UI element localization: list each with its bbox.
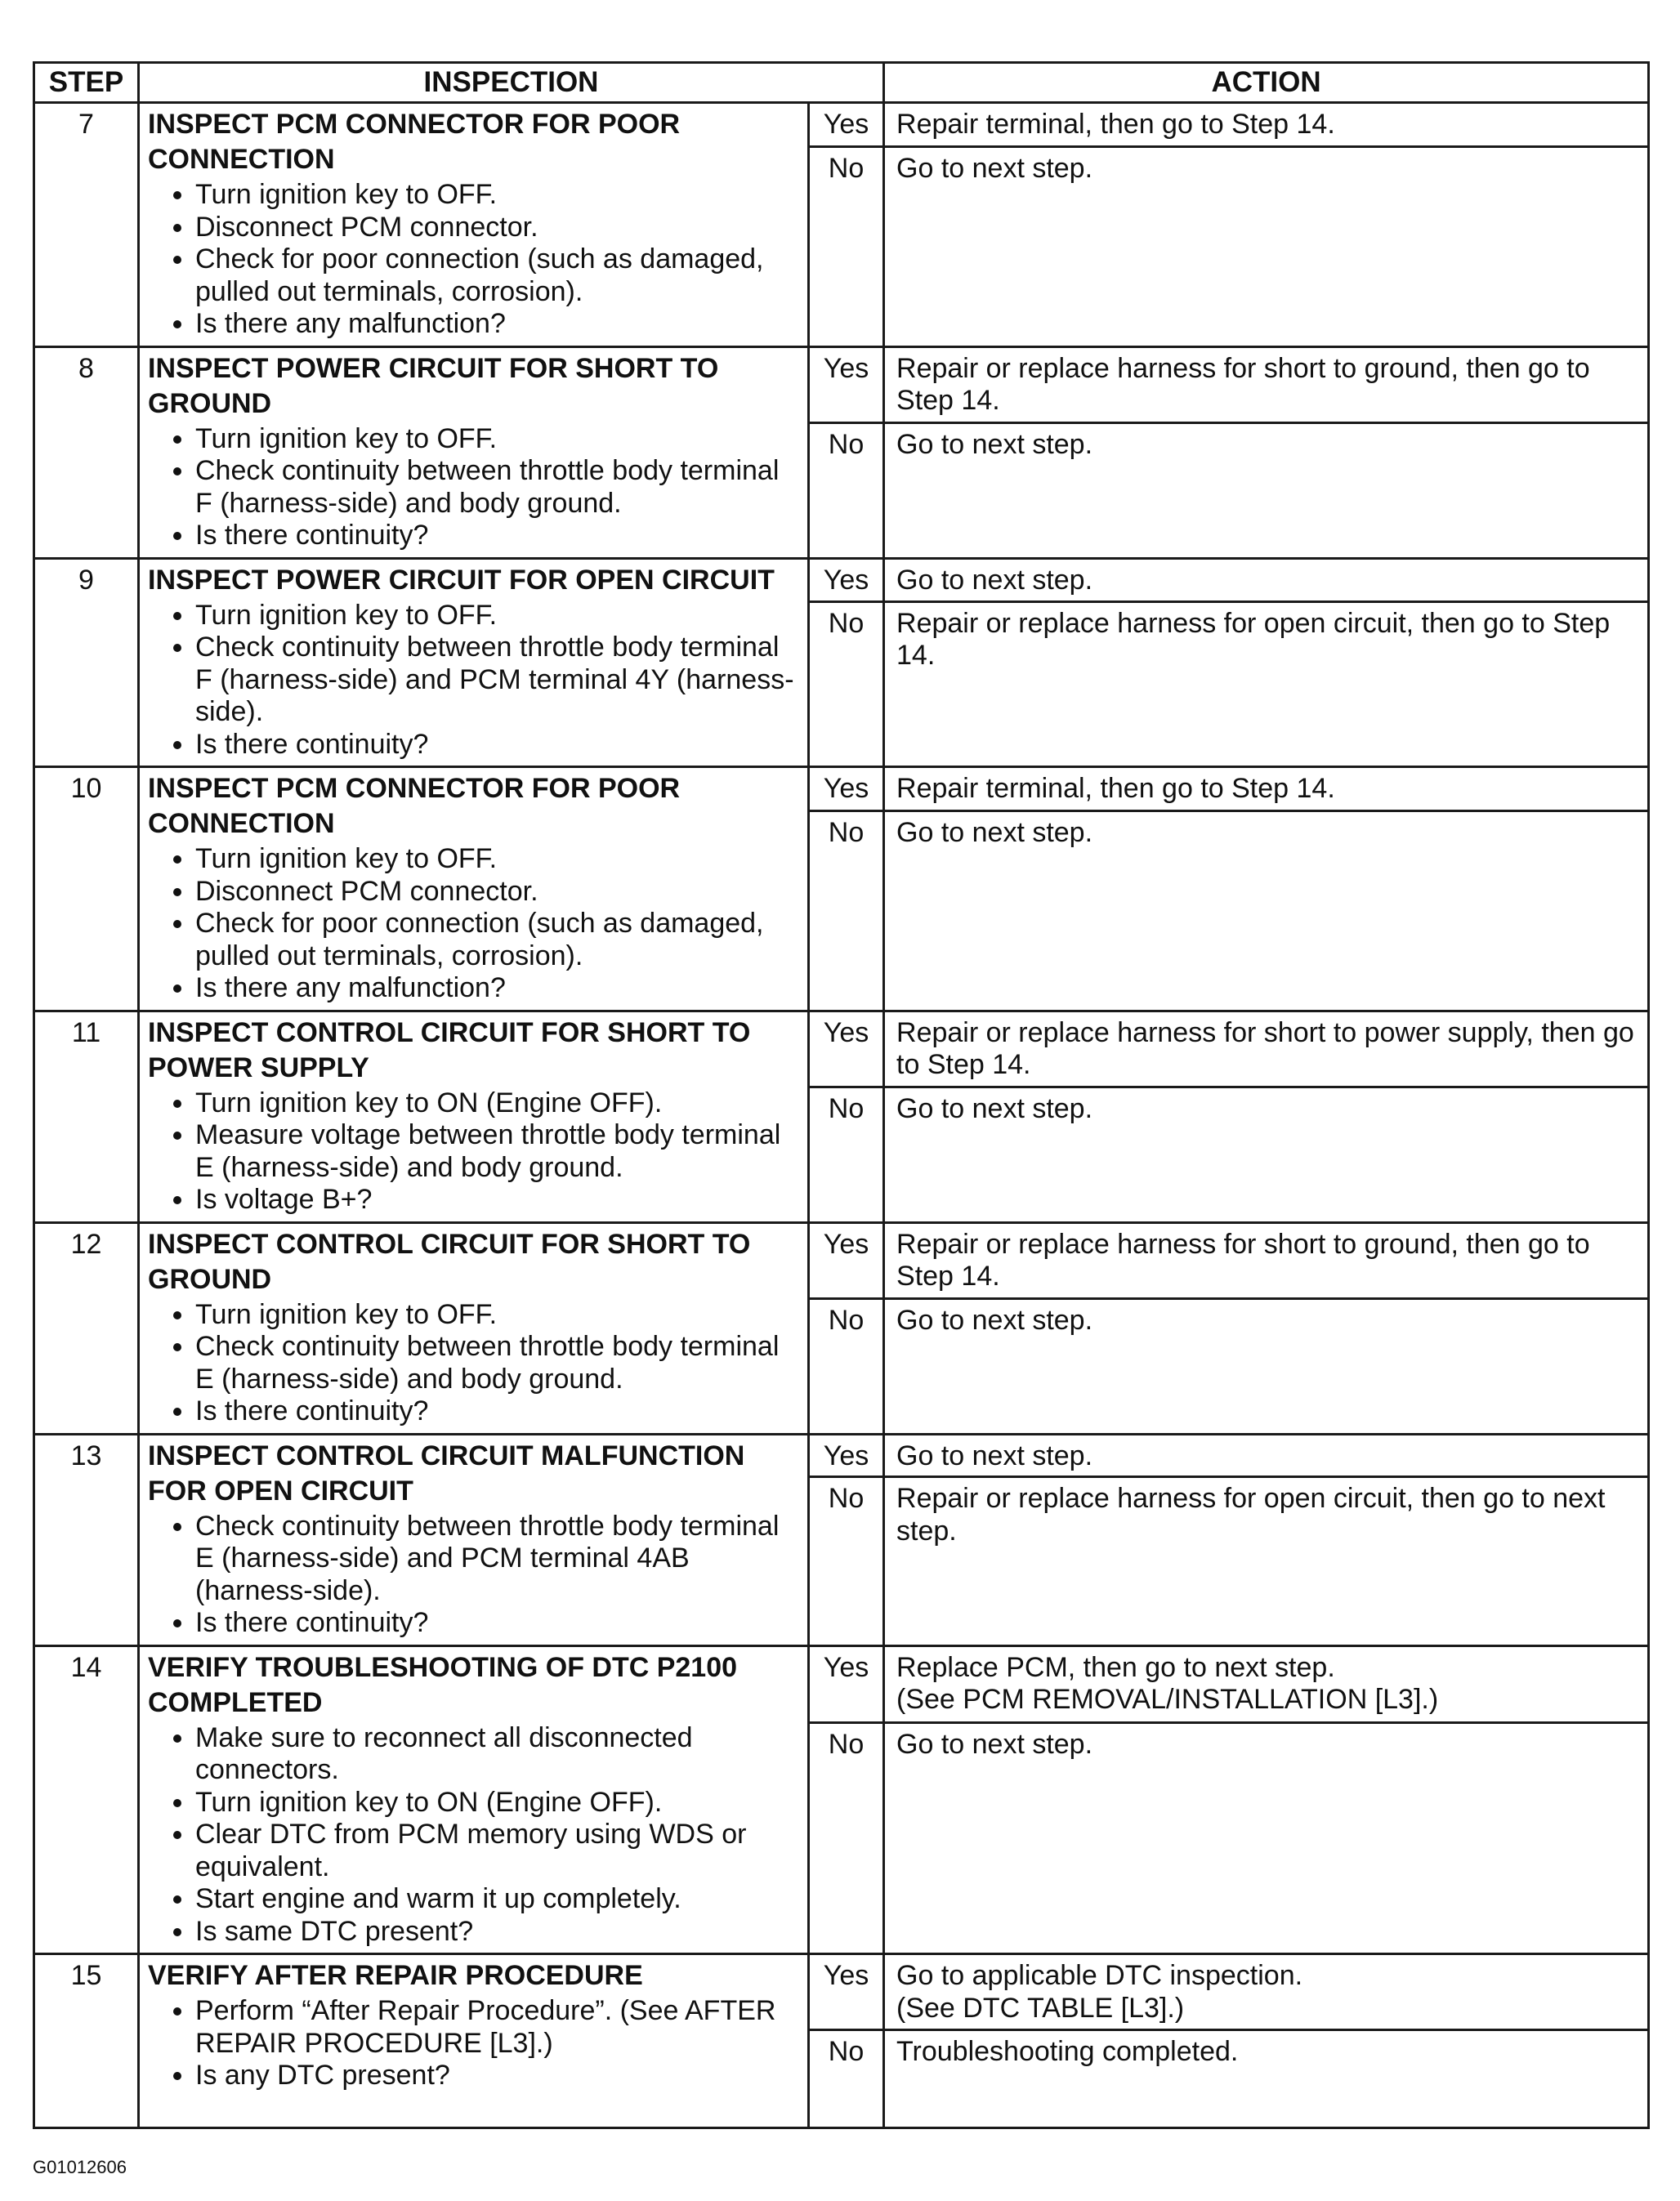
yes-label: Yes [809,767,884,811]
no-label: No [809,1087,884,1222]
step-number: 12 [34,1222,139,1434]
table-row [34,1645,1649,1722]
bullet-item: • Turn ignition key to ON (Engine OFF). [195,1087,799,1120]
table-row [34,103,1649,147]
bullet-item: • Disconnect PCM connector. [195,876,799,909]
inspection-title: INSPECT PCM CONNECTOR FOR POOR CONNECTION [148,109,681,175]
yes-action [884,1434,1649,1477]
inspection-cell [139,1222,809,1434]
bullet-item: • Disconnect PCM connector. [195,212,799,244]
bullet-item: • Start engine and warm it up completely. [195,1883,799,1916]
yes-label: Yes [809,1222,884,1298]
yes-action-text: Replace PCM, then go to next step. [896,1651,1335,1683]
inspection-title: INSPECT CONTROL CIRCUIT FOR SHORT TO POWER SUPPLY [148,1016,751,1083]
no-label: No [809,1477,884,1645]
no-action: Go to next step. [884,810,1649,1011]
inspection-bullets [148,179,799,341]
header-row [34,63,1649,103]
inspection-title: INSPECT POWER CIRCUIT FOR SHORT TO GROUND [148,352,719,419]
yes-action-text: Repair or replace harness for short to power supply, then go to Step 14. [896,1016,1634,1080]
no-label: No [809,601,884,766]
step-number: 7 [34,103,139,347]
table-row [34,558,1649,601]
no-action: Repair or replace harness for open circuit, then go to next step. [884,1477,1649,1645]
yes-action-reference: (See DTC TABLE [L3].) [896,1992,1185,2024]
bullet-item: • Turn ignition key to ON (Engine OFF). [195,1787,799,1819]
yes-action [884,1645,1649,1722]
inspection-cell [139,558,809,767]
yes-action [884,103,1649,147]
inspection-table [33,61,1650,2129]
bullet-item: • Is there continuity? [195,729,799,761]
inspection-bullets [148,1511,799,1640]
figure-id: G01012606 [33,2157,127,2177]
yes-action [884,346,1649,422]
yes-action [884,1222,1649,1298]
yes-label: Yes [809,346,884,422]
inspection-title: VERIFY TROUBLESHOOTING OF DTC P2100 COMPLETED [148,1651,738,1718]
bullet-item: • Perform “After Repair Procedure”. (See AFTER REPAIR PROCEDURE [L3].) [195,1995,799,2060]
table-row [34,1011,1649,1087]
bullet-item: • Check continuity between throttle body terminal F (harness-side) and body ground. [195,455,799,520]
yes-action-text: Repair or replace harness for short to ground, then go to Step 14. [896,352,1590,416]
bullet-item: • Turn ignition key to OFF. [195,843,799,876]
bullet-item: • Is there any malfunction? [195,308,799,341]
yes-label: Yes [809,103,884,147]
bullet-item: • Check for poor connection (such as damaged, pulled out terminals, corrosion). [195,243,799,308]
bullet-item: • Check continuity between throttle body terminal F (harness-side) and PCM terminal 4Y (harness-side). [195,632,799,729]
header-inspection: INSPECTION [139,63,884,103]
no-action: Repair or replace harness for open circuit, then go to Step 14. [884,601,1649,766]
yes-action [884,1011,1649,1087]
step-number: 14 [34,1645,139,1954]
inspection-cell [139,1645,809,1954]
table-row [34,1222,1649,1298]
step-number: 8 [34,346,139,558]
yes-action-text: Repair or replace harness for short to ground, then go to Step 14. [896,1228,1590,1292]
header-step: STEP [34,63,139,103]
step-number: 10 [34,767,139,1011]
step-number: 11 [34,1011,139,1222]
no-label: No [809,146,884,346]
bullet-item: • Turn ignition key to OFF. [195,179,799,212]
bullet-item: • Turn ignition key to OFF. [195,1299,799,1332]
yes-action-text: Repair terminal, then go to Step 14. [896,773,1335,804]
bullet-item: • Turn ignition key to OFF. [195,600,799,632]
inspection-title: INSPECT POWER CIRCUIT FOR OPEN CIRCUIT [148,564,775,596]
bullet-item: • Clear DTC from PCM memory using WDS or equivalent. [195,1819,799,1883]
no-action: Go to next step. [884,146,1649,346]
yes-action [884,767,1649,811]
yes-action-text: Repair terminal, then go to Step 14. [896,109,1335,140]
bullet-item: • Is there continuity? [195,1607,799,1640]
inspection-bullets [148,1722,799,1949]
inspection-title: INSPECT CONTROL CIRCUIT FOR SHORT TO GROUND [148,1228,751,1295]
no-action: Troubleshooting completed. [884,2030,1649,2128]
inspection-bullets [148,600,799,761]
inspection-cell [139,1011,809,1222]
no-label: No [809,2030,884,2128]
bullet-item: • Check continuity between throttle body terminal E (harness-side) and body ground. [195,1331,799,1395]
bullet-item: • Is there continuity? [195,520,799,552]
table-row [34,767,1649,811]
bullet-item: • Check for poor connection (such as damaged, pulled out terminals, corrosion). [195,908,799,972]
yes-action [884,1954,1649,2030]
bullet-item: • Is voltage B+? [195,1184,799,1217]
no-action: Go to next step. [884,1087,1649,1222]
bullet-item: • Is there any malfunction? [195,972,799,1005]
inspection-cell [139,103,809,347]
header-action: ACTION [884,63,1649,103]
inspection-cell [139,346,809,558]
no-action: Go to next step. [884,1722,1649,1953]
table-row [34,346,1649,422]
inspection-bullets [148,843,799,1005]
yes-action [884,558,1649,601]
yes-action-text: Go to next step. [896,564,1093,596]
table-row [34,1954,1649,2030]
yes-label: Yes [809,1011,884,1087]
inspection-title: INSPECT CONTROL CIRCUIT MALFUNCTION FOR OPEN CIRCUIT [148,1440,745,1507]
yes-label: Yes [809,1645,884,1722]
no-action: Go to next step. [884,1298,1649,1434]
inspection-title: VERIFY AFTER REPAIR PROCEDURE [148,1960,643,1991]
inspection-cell [139,1954,809,2128]
bullet-item: • Turn ignition key to OFF. [195,423,799,456]
inspection-bullets [148,1087,799,1217]
bullet-item: • Is same DTC present? [195,1916,799,1949]
bullet-item: • Measure voltage between throttle body terminal E (harness-side) and body ground. [195,1119,799,1184]
no-label: No [809,1722,884,1953]
bullet-item: • Make sure to reconnect all disconnected connectors. [195,1722,799,1787]
step-number: 15 [34,1954,139,2128]
inspection-cell [139,1434,809,1645]
bullet-item: • Check continuity between throttle body terminal E (harness-side) and PCM terminal 4AB (harness-side). [195,1511,799,1608]
step-number: 9 [34,558,139,767]
inspection-bullets [148,1995,799,2092]
inspection-title: INSPECT PCM CONNECTOR FOR POOR CONNECTION [148,773,681,839]
inspection-bullets [148,423,799,552]
no-label: No [809,1298,884,1434]
yes-label: Yes [809,1954,884,2030]
step-number: 13 [34,1434,139,1645]
inspection-cell [139,767,809,1011]
no-label: No [809,810,884,1011]
table-row [34,1434,1649,1477]
no-action: Go to next step. [884,422,1649,558]
yes-label: Yes [809,1434,884,1477]
inspection-bullets [148,1299,799,1428]
bullet-item: • Is there continuity? [195,1395,799,1428]
yes-action-text: Go to next step. [896,1440,1093,1471]
yes-label: Yes [809,558,884,601]
bullet-item: • Is any DTC present? [195,2060,799,2092]
yes-action-reference: (See PCM REMOVAL/INSTALLATION [L3].) [896,1684,1439,1715]
yes-action-text: Go to applicable DTC inspection. [896,1960,1303,1991]
no-label: No [809,422,884,558]
